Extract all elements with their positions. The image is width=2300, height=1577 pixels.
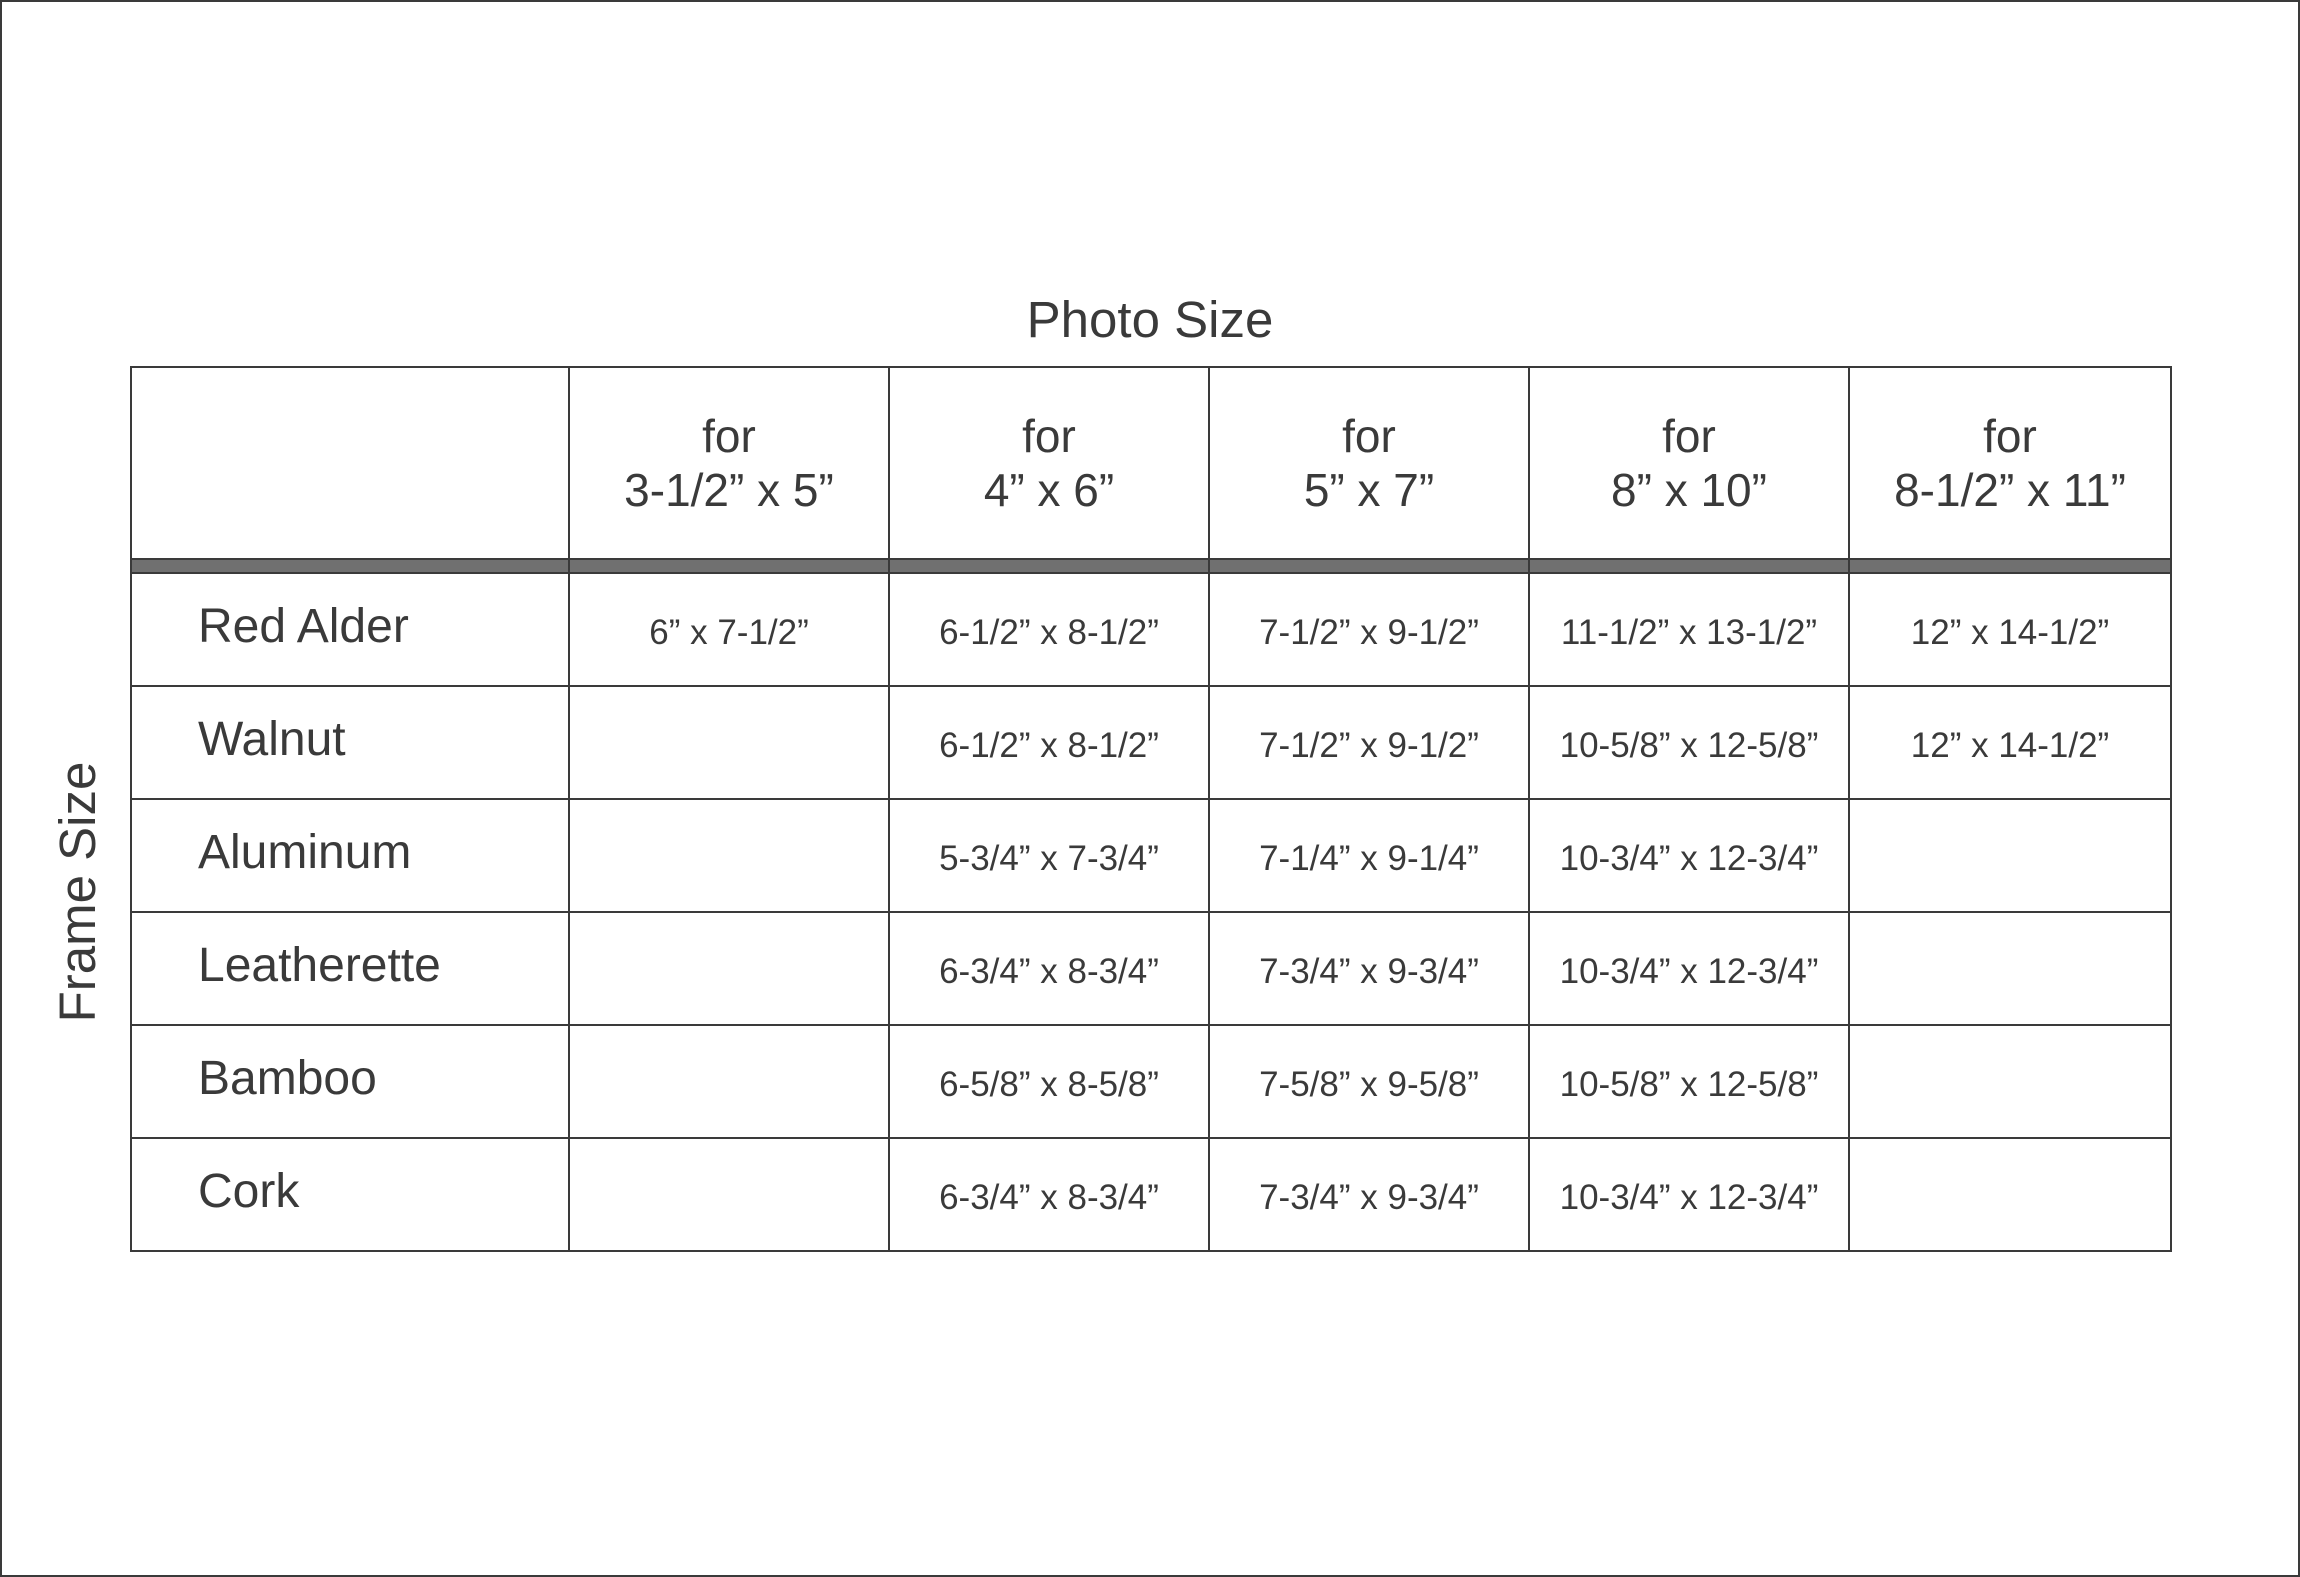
frame-size-cell bbox=[1849, 799, 2171, 912]
frame-size-cell: 10-3/4” x 12-3/4” bbox=[1529, 799, 1849, 912]
frame-size-cell: 6-3/4” x 8-3/4” bbox=[889, 1138, 1209, 1251]
frame-size-cell: 7-3/4” x 9-3/4” bbox=[1209, 1138, 1529, 1251]
column-header bbox=[889, 367, 1209, 559]
column-header-prefix: for bbox=[1662, 410, 1716, 462]
table-row bbox=[131, 573, 2171, 686]
table-row bbox=[131, 1025, 2171, 1138]
divider-cell bbox=[889, 559, 1209, 573]
divider-cell bbox=[131, 559, 569, 573]
frame-size-cell: 7-5/8” x 9-5/8” bbox=[1209, 1025, 1529, 1138]
column-header bbox=[569, 367, 889, 559]
column-header bbox=[1849, 367, 2171, 559]
divider-cell bbox=[1529, 559, 1849, 573]
column-header-prefix: for bbox=[1022, 410, 1076, 462]
frame-size-cell: 12” x 14-1/2” bbox=[1849, 686, 2171, 799]
frame-size-label: Frame Size bbox=[49, 761, 106, 1023]
material-name: Aluminum bbox=[131, 799, 569, 912]
frame-size-cell: 10-3/4” x 12-3/4” bbox=[1529, 1138, 1849, 1251]
column-header-prefix: for bbox=[1342, 410, 1396, 462]
frame-size-table bbox=[130, 366, 2172, 1252]
column-header bbox=[1529, 367, 1849, 559]
column-header-size: 3-1/2” x 5” bbox=[624, 464, 834, 516]
frame-size-cell bbox=[569, 686, 889, 799]
frame-size-cell: 7-1/2” x 9-1/2” bbox=[1209, 573, 1529, 686]
column-header bbox=[1209, 367, 1529, 559]
header-row bbox=[131, 367, 2171, 559]
column-header-size: 8-1/2” x 11” bbox=[1894, 464, 2126, 516]
corner-cell bbox=[131, 367, 569, 559]
material-name: Cork bbox=[131, 1138, 569, 1251]
frame-size-cell bbox=[569, 1025, 889, 1138]
frame-size-cell bbox=[1849, 912, 2171, 1025]
column-header-prefix: for bbox=[1983, 410, 2037, 462]
material-name: Red Alder bbox=[131, 573, 569, 686]
material-name: Leatherette bbox=[131, 912, 569, 1025]
frame-size-cell: 10-5/8” x 12-5/8” bbox=[1529, 686, 1849, 799]
frame-size-cell bbox=[569, 1138, 889, 1251]
column-header-size: 8” x 10” bbox=[1611, 464, 1767, 516]
frame-size-cell: 7-3/4” x 9-3/4” bbox=[1209, 912, 1529, 1025]
table-row bbox=[131, 912, 2171, 1025]
material-name: Bamboo bbox=[131, 1025, 569, 1138]
material-name: Walnut bbox=[131, 686, 569, 799]
divider-cell bbox=[1209, 559, 1529, 573]
divider-cell bbox=[1849, 559, 2171, 573]
divider-cell bbox=[569, 559, 889, 573]
header-divider bbox=[131, 559, 2171, 573]
frame-size-cell: 7-1/2” x 9-1/2” bbox=[1209, 686, 1529, 799]
table-row bbox=[131, 1138, 2171, 1251]
frame-size-cell: 10-3/4” x 12-3/4” bbox=[1529, 912, 1849, 1025]
column-header-prefix: for bbox=[702, 410, 756, 462]
table-row bbox=[131, 799, 2171, 912]
frame-size-cell: 6-3/4” x 8-3/4” bbox=[889, 912, 1209, 1025]
frame-size-cell: 6” x 7-1/2” bbox=[569, 573, 889, 686]
column-header-size: 5” x 7” bbox=[1303, 464, 1435, 516]
table-row bbox=[131, 686, 2171, 799]
frame-size-cell bbox=[569, 799, 889, 912]
frame-size-cell: 10-5/8” x 12-5/8” bbox=[1529, 1025, 1849, 1138]
frame-size-cell: 11-1/2” x 13-1/2” bbox=[1529, 573, 1849, 686]
frame-size-cell: 5-3/4” x 7-3/4” bbox=[889, 799, 1209, 912]
column-header-size: 4” x 6” bbox=[983, 464, 1115, 516]
frame-size-cell: 6-1/2” x 8-1/2” bbox=[889, 573, 1209, 686]
frame-size-cell: 6-5/8” x 8-5/8” bbox=[889, 1025, 1209, 1138]
frame-size-cell: 7-1/4” x 9-1/4” bbox=[1209, 799, 1529, 912]
frame-size-cell: 6-1/2” x 8-1/2” bbox=[889, 686, 1209, 799]
frame-size-cell: 12” x 14-1/2” bbox=[1849, 573, 2171, 686]
frame-size-cell bbox=[1849, 1025, 2171, 1138]
frame-size-cell bbox=[1849, 1138, 2171, 1251]
photo-size-title: Photo Size bbox=[1026, 291, 1274, 348]
frame-size-cell bbox=[569, 912, 889, 1025]
